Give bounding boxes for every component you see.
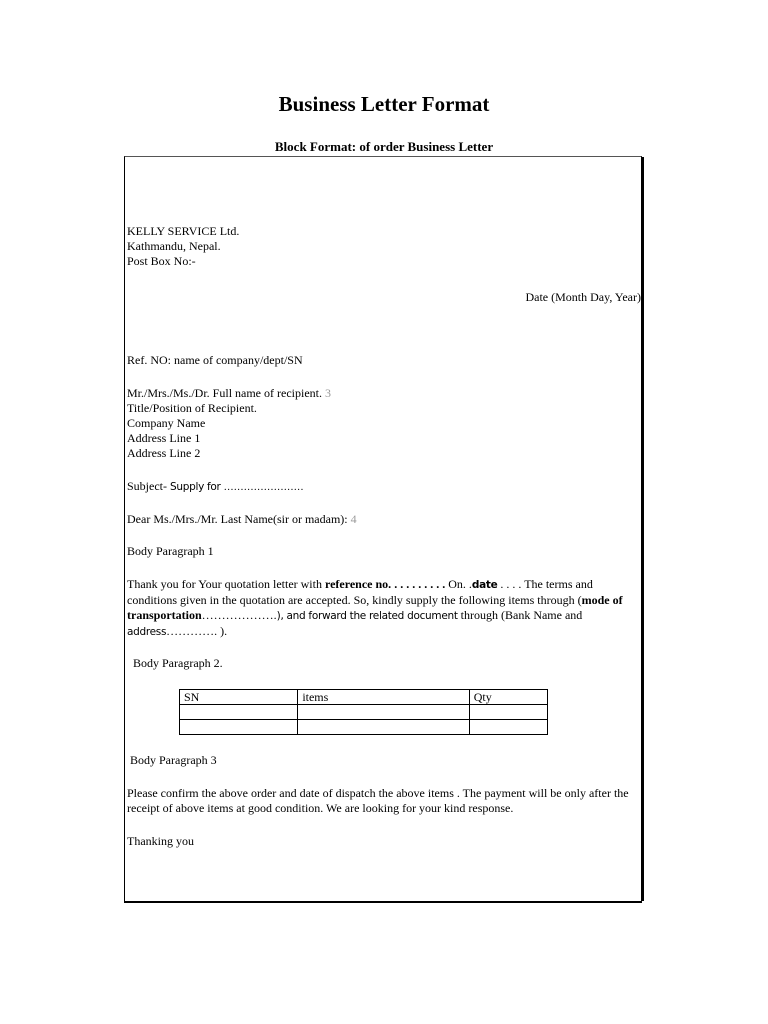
sender-line-2: Kathmandu, Nepal. — [127, 239, 221, 253]
body1-part-1: Thank you for Your quotation letter with — [127, 577, 325, 591]
table-cell — [180, 720, 298, 735]
body1-end: ). — [220, 624, 228, 638]
body-paragraph-3: Please confirm the above order and date of dispatch the above items . The payment will be only after the receipt of above items at good condition. We are looking for your kind response. — [127, 786, 629, 815]
body-paragraph-1-heading: Body Paragraph 1 — [127, 544, 214, 558]
body-paragraph-2-heading: Body Paragraph 2. — [133, 656, 223, 670]
subject-label: Subject- — [127, 479, 167, 493]
body1-address-dots: …………. — [166, 624, 221, 638]
table-header-row — [180, 690, 548, 705]
subject-value: Supply for — [170, 481, 221, 493]
table-cell — [298, 720, 469, 735]
frame-shadow — [642, 157, 644, 901]
body1-reference-dots: . . . . . . . . . — [391, 577, 449, 591]
salutation-text: Dear Ms./Mrs./Mr. Last Name(sir or madam): — [127, 512, 348, 526]
closing: Thanking you — [127, 834, 194, 848]
table-cell — [298, 705, 469, 720]
sender-line-3: Post Box No:- — [127, 254, 196, 268]
body-paragraph-1 — [127, 577, 637, 640]
table-cell — [469, 705, 547, 720]
subject-line — [127, 479, 304, 495]
recipient-company: Company Name — [127, 416, 206, 430]
body1-forward: ), and forward the related document — [276, 610, 458, 622]
recipient-name-line — [127, 386, 331, 401]
body1-part-3: . . . . The terms and conditions given in the quotation are accepted. So, kindly supply the following items through ( — [127, 577, 593, 607]
letter-frame — [124, 156, 642, 903]
recipient-address-1: Address Line 1 — [127, 431, 201, 445]
table-row — [180, 705, 548, 720]
salutation — [127, 512, 357, 527]
body1-part-4: through (Bank Name and — [457, 608, 583, 622]
recipient-name: Mr./Mrs./Ms./Dr. Full name of recipient. — [127, 386, 322, 400]
body1-mode: mode of transportation — [127, 593, 623, 622]
subject-dots: …………………… — [223, 482, 304, 493]
recipient-title: Title/Position of Recipient. — [127, 401, 257, 415]
letter-date: Date (Month Day, Year) — [525, 290, 641, 304]
table-cell — [469, 720, 547, 735]
body1-mode-dots: ………………. — [201, 608, 277, 622]
body1-reference: reference no. — [324, 577, 392, 591]
header-qty: Qty — [469, 690, 547, 705]
page-title: Business Letter Format — [278, 92, 490, 116]
reference-line: Ref. NO: name of company/dept/SN — [127, 353, 303, 367]
sender-address — [127, 224, 239, 269]
header-sn: SN — [180, 690, 298, 705]
page-subtitle: Block Format: of order Business Letter — [274, 139, 494, 154]
recipient-note: 3 — [324, 386, 331, 400]
body1-address: address — [127, 626, 167, 638]
items-table — [179, 689, 548, 735]
salutation-note: 4 — [350, 512, 357, 526]
recipient-address-2: Address Line 2 — [127, 446, 201, 460]
table-row — [180, 720, 548, 735]
body1-date: date — [471, 579, 498, 591]
body-paragraph-3-heading: Body Paragraph 3 — [130, 753, 217, 767]
sender-line-1: KELLY SERVICE Ltd. — [127, 224, 240, 238]
recipient-address — [127, 386, 331, 461]
header-items: items — [298, 690, 469, 705]
body1-part-2: On. . — [448, 577, 472, 591]
table-cell — [180, 705, 298, 720]
